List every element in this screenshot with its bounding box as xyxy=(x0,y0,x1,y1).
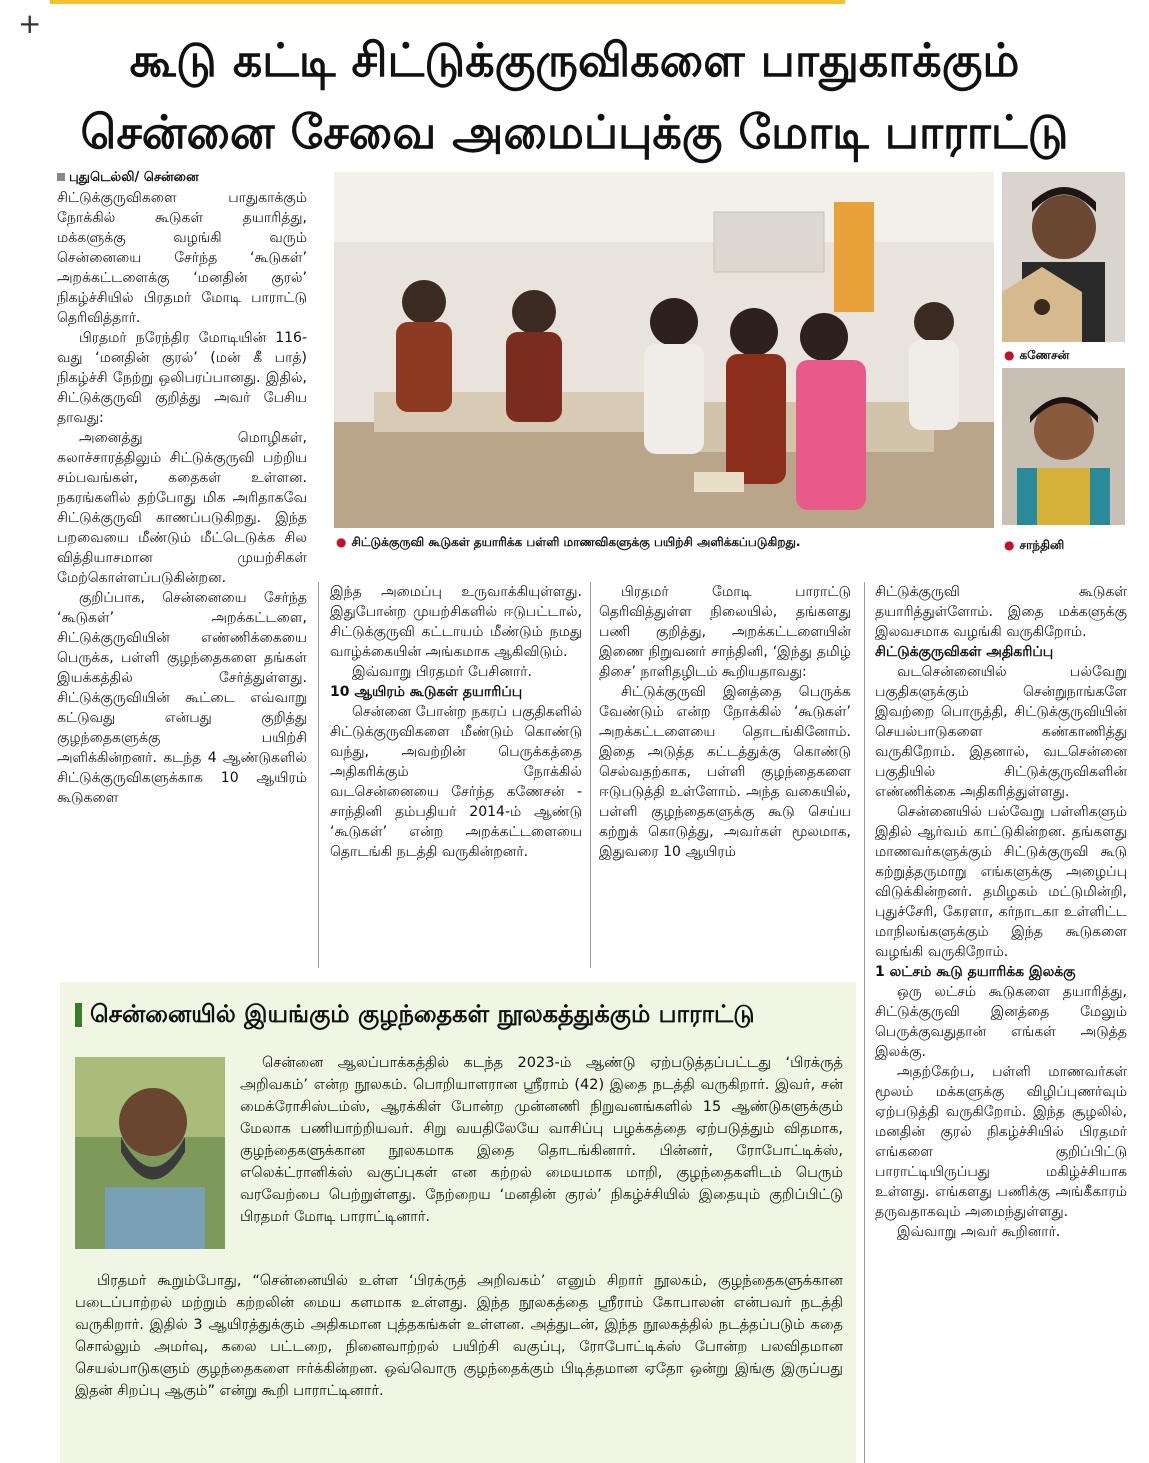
col2-subheading: 10 ஆயிரம் கூடுகள் தயாரிப்பு xyxy=(330,684,523,700)
column-divider xyxy=(318,582,319,968)
portrait-illustration xyxy=(1002,368,1125,525)
column-divider xyxy=(590,582,591,968)
bullet-icon: ● xyxy=(336,535,347,549)
library-story-title: சென்னையில் இயங்கும் குழந்தைகள் நூலகத்துக்கும் பாராட்டு xyxy=(75,1000,755,1031)
bullet-icon: ● xyxy=(1004,538,1015,552)
col4-para-5: அதற்கேற்ப, பள்ளி மாணவர்கள் மூலம் மக்களுக்கு விழிப்புணர்வும் ஏற்படுத்தி வருகிறோம். இந்த சூழலில், மனதின் குரல் நிகழ்ச்சியில் பிரதமர் எங்களை குறிப்பிட்டு பாராட்டியிருப்பது மகிழ்ச்சியாக உள்ளது. எங்களது பணிக்கு அங்கீகாரம் தருவதாகவும் அமைந்துள்ளது. xyxy=(875,1064,1127,1220)
column-3 xyxy=(599,582,851,967)
col4-subheading-1: சிட்டுக்குருவிகள் அதிகரிப்பு xyxy=(875,644,1054,660)
shanthini-photo xyxy=(1002,368,1125,525)
col1-para-1: சிட்டுக்குருவிகளை பாதுகாக்கும் நோக்கில் கூடுகள் தயாரித்து, மக்களுக்கு வழங்கி வரும் சென்னையை சேர்ந்த ‘கூடுகள்’ அறக்கட்டளைக்கு ‘மனதின் குரல்’ நிகழ்ச்சியில் பிரதமர் மோடி பாராட்டு தெரிவித்தார். xyxy=(57,190,307,326)
col2-para-3: சென்னை போன்ற நகரப் பகுதிகளில் சிட்டுக்குருவிகளை மீண்டும் கொண்டு வந்து, அவற்றின் பெருக்கத்தை அதிகரிக்கும் நோக்கில் வடசென்னையை சேர்ந்த கணேசன் - சாந்தினி தம்பதியர் 2014-ம் ஆண்டு ‘கூடுகள்’ என்ற அறக்கட்டளையை தொடங்கி நடத்தி வருகின்றனர். xyxy=(330,704,582,860)
classroom-illustration xyxy=(334,172,994,528)
bullet-icon: ● xyxy=(1004,348,1015,362)
col2-para-1: இந்த அமைப்பு உருவாக்கியுள்ளது. இதுபோன்ற முயற்சிகளில் ஈடுபட்டால், சிட்டுக்குருவி கட்டாயம் மீண்டும் நமது வாழ்க்கையின் அங்கமாக ஆகிவிடும். xyxy=(330,584,582,660)
col4-para-2: வடசென்னையில் பல்வேறு பகுதிகளுக்கும் சென்றுநாங்களே இவற்றை பொருத்தி, சிட்டுக்குருவியின் செயல்பாடுகளை கண்காணித்து வருகிறோம். இதனால், வடசென்னை பகுதியில் சிட்டுக்குருவிகளின் எண்ணிக்கை அதிகரித்துள்ளது. xyxy=(875,664,1127,800)
sriram-photo xyxy=(75,1057,225,1249)
top-color-bar xyxy=(50,0,845,4)
col1-para-2: பிரதமர் நரேந்திர மோடியின் 116-வது ‘மனதின் குரல்’ (மன் கீ பாத்) நிகழ்ச்சி நேற்று ஒலிபரப்பானது. இதில், சிட்டுக்குருவி குறித்து அவர் பேசிய தாவது: xyxy=(57,330,307,426)
col4-para-3: சென்னையில் பல்வேறு பள்ளிகளும் இதில் ஆர்வம் காட்டுகின்றன. தங்களது மாணவர்களுக்கும் சிட்டுக்குருவி கூடு கற்றுத்தருமாறு எங்களுக்கு அழைப்பு விடுக்கின்றனர். தமிழகம் மட்டுமின்றி, புதுச்சேரி, கேரளா, கர்நாடகா உள்ளிட்ட மாநிலங்களுக்கும் இந்த கூடுகளை வழங்கி வருகிறோம். xyxy=(875,804,1127,960)
col4-para-4: ஒரு லட்சம் கூடுகளை தயாரித்து, சிட்டுக்குருவி இனத்தை மேலும் பெருக்குவதுதான் எங்கள் அடுத்த இலக்கு. xyxy=(875,984,1127,1060)
main-photo-caption: ● சிட்டுக்குருவி கூடுகள் தயாரிக்க பள்ளி மாணவிகளுக்கு பயிற்சி அளிக்கப்படுகிறது. xyxy=(336,535,801,549)
dateline: புதுடெல்லி/ சென்னை xyxy=(57,168,307,188)
portrait-illustration xyxy=(1002,172,1125,342)
ganesan-caption: ● கணேசன் xyxy=(1004,348,1070,362)
col4-para-1: சிட்டுக்குருவி கூடுகள் தயாரித்துள்ளோம். இதை மக்களுக்கு இலவசமாக வழங்கி வருகிறோம். xyxy=(875,584,1127,640)
col4-para-6: இவ்வாறு அவர் கூறினார். xyxy=(897,1224,1061,1240)
col2-para-2: இவ்வாறு பிரதமர் பேசினார். xyxy=(352,664,533,680)
headline-line-1: கூடு கட்டி சிட்டுக்குருவிகளை பாதுகாக்கும் xyxy=(129,33,1020,87)
plus-icon[interactable]: + xyxy=(18,7,42,40)
col1-para-4: குறிப்பாக, சென்னையை சேர்ந்த ‘கூடுகள்’ அறக்கட்டளை, சிட்டுக்குருவியின் எண்ணிக்கையை பெருக்க, பள்ளி குழந்தைகளை தங்கள் இயக்கத்தில் சேர்த்துள்ளது. சிட்டுக்குருவியின் கூட்டை எவ்வாறு கட்டுவது என்பது குறித்து குழந்தைகளுக்கு பயிற்சி அளிக்கின்றனர். கடந்த 4 ஆண்டுகளில் சிட்டுக்குருவிகளுக்காக 10 ஆயிரம் கூடுகளை xyxy=(57,590,307,806)
col4-subheading-2: 1 லட்சம் கூடு தயாரிக்க இலக்கு xyxy=(875,964,1076,980)
library-story-para-2: பிரதமர் கூறும்போது, “சென்னையில் உள்ள ‘பிரக்ருத் அறிவகம்’ எனும் சிறார் நூலகம், குழந்தைகளுக்கான படைப்பாற்றல் மற்றும் கற்றலின் மைய களமாக உள்ளது. இந்த நூலகத்தை ஸ்ரீராம் கோபாலன் என்பவர் நடத்தி வருகிறார். இதில் 3 ஆயிரத்துக்கும் அதிகமான புத்தகங்கள் உள்ளன. அத்துடன், இந்த நூலகத்தில் நடத்தப்படும் கதை சொல்லும் அமர்வு, கலை பட்டறை, நினைவாற்றல் பயிற்சி வகுப்பு, ரோபோட்டிக்ஸ் போன்ற பலவிதமான செயல்பாடுகளும் குழந்தைகளை ஈர்க்கின்றன. ஒவ்வொரு குழந்தைக்கும் பிடித்தமான ஏதோ ஒன்று இங்கு இருப்பது இதன் சிறப்பு ஆகும்” என்று கூறி பாராட்டினார். xyxy=(75,1273,843,1399)
headline-line-2: சென்னை சேவை அமைப்புக்கு மோடி பாராட்டு xyxy=(80,105,1069,159)
classroom-photo xyxy=(334,172,994,528)
column-4 xyxy=(875,582,1127,1463)
col1-para-3: அனைத்து மொழிகள், கலாச்சாரத்திலும் சிட்டுக்குருவி பற்றிய சம்பவங்கள், கதைகள் உள்ளன. நகரங்களில் தற்போது மிக அரிதாகவே சிட்டுக்குருவி காணப்படுகிறது. இந்த பறவையை மீண்டும் மீட்டெடுக்க சில வித்தியாசமான முயற்சிகள் மேற்கொள்ளப்படுகின்றன. xyxy=(57,430,307,586)
shanthini-caption: ● சாந்தினி xyxy=(1004,538,1065,552)
portrait-illustration xyxy=(75,1057,225,1249)
library-story-para-1: சென்னை ஆலப்பாக்கத்தில் கடந்த 2023-ம் ஆண்டு ஏற்படுத்தப்பட்டது ‘பிரக்ருத் அறிவகம்’ என்ற நூலகம். பொறியாளரான ஸ்ரீராம் (42) இதை நடத்தி வருகிறார். இவர், சன் மைக்ரோசிஸ்டம்ஸ், ஆரக்கிள் போன்ற முன்னணி நிறுவனங்களில் 15 ஆண்டுகளுக்கும் மேலாக பணியாற்றியவர். சிறு வயதிலேயே வாசிப்பு பழக்கத்தை ஏற்படுத்தும் விதமாக, குழந்தைகளுக்கான நூலகமாக இதை தொடங்கினார். பின்னர், ரோபோட்டிக்ஸ், எலெக்ட்ரானிக்ஸ் வகுப்புகள் என கற்றல் மையமாக மாறி, குழந்தைகளிடம் பெரும் வரவேற்பை பெற்றுள்ளது. நேற்றைய ‘மனதின் குரல்’ நிகழ்ச்சியில் இதையும் குறிப்பிட்டு பிரதமர் மோடி பாராட்டினார். xyxy=(240,1055,843,1225)
column-1 xyxy=(57,168,307,968)
ganesan-photo xyxy=(1002,172,1125,342)
col3-para-2: சிட்டுக்குருவி இனத்தை பெருக்க வேண்டும் என்ற நோக்கில் ‘கூடுகள்’ அறக்கட்டளையை தொடங்கினோம். இதை அடுத்த கட்டத்துக்கு கொண்டு செல்வதற்காக, பள்ளி குழந்தைகளை ஈடுபடுத்தி உள்ளோம். அந்த வகையில், பள்ளி குழந்தைகளுக்கு கூடு செய்ய கற்றுக் கொடுத்து, அவர்கள் மூலமாக, இதுவரை 10 ஆயிரம் xyxy=(599,684,851,860)
column-2 xyxy=(330,582,582,967)
col3-para-1: பிரதமர் மோடி பாராட்டு தெரிவித்துள்ள நிலையில், தங்களது பணி குறித்து, அறக்கட்டளையின் இணை நிறுவனர் சாந்தினி, ‘இந்து தமிழ் திசை’ நாளிதழிடம் கூறியதாவது: xyxy=(599,584,851,680)
column-divider xyxy=(864,582,865,1463)
